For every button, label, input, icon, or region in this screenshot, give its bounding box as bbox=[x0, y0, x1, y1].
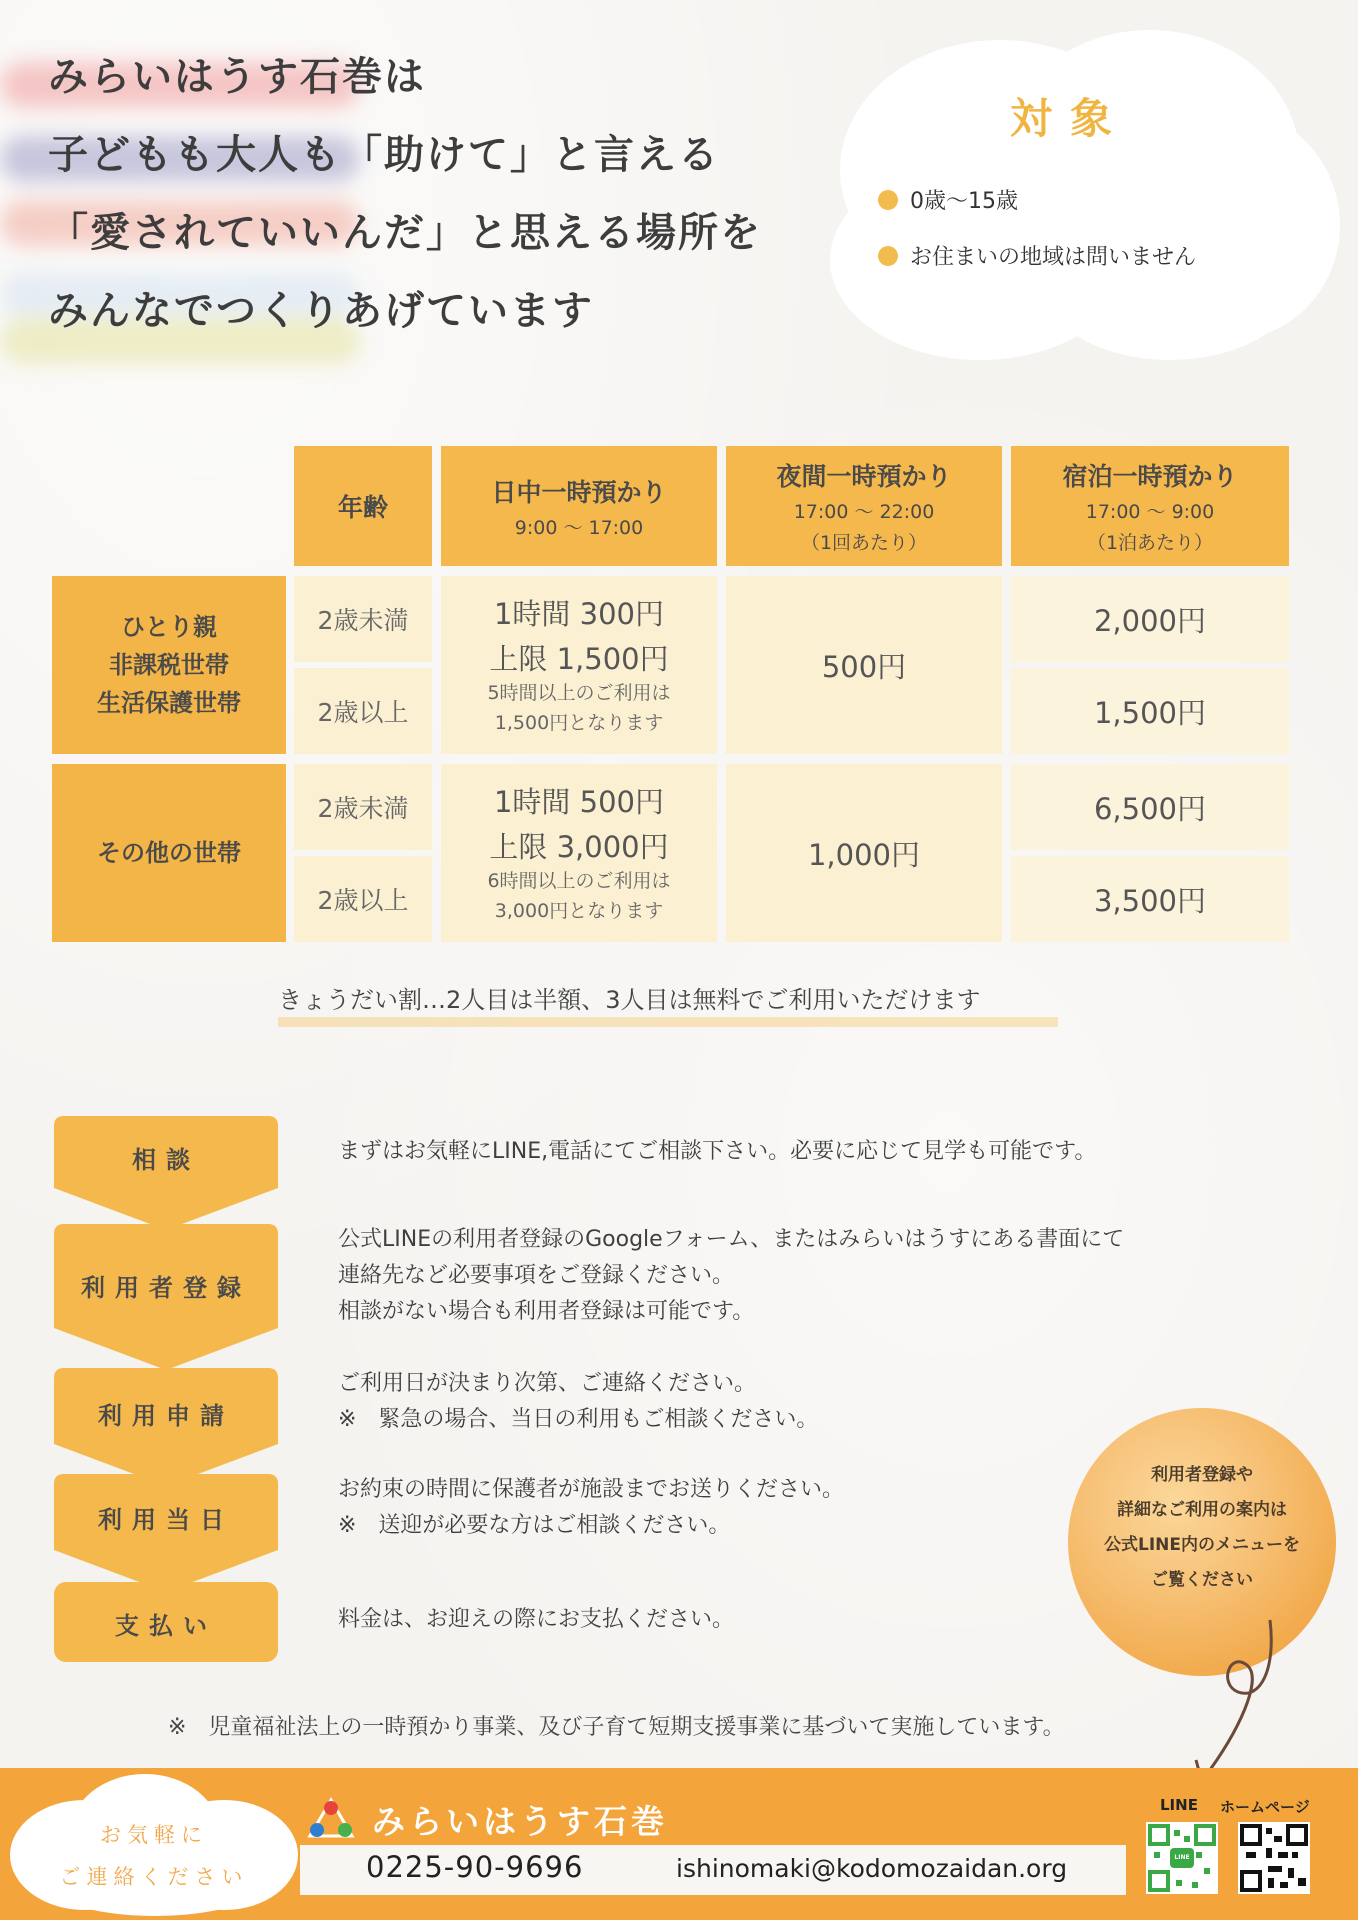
row-label-line: 非課税世帯 bbox=[109, 651, 229, 679]
step-desc-line: ご利用日が決まり次第、ご連絡ください。 bbox=[338, 1371, 757, 1396]
legal-note: ※ 児童福祉法上の一時預かり事業、及び子育て短期支援事業に基づいて実施しています。 bbox=[168, 1715, 1065, 1740]
step-label-register: 利用者登録 bbox=[81, 1274, 251, 1302]
header-stay bbox=[1011, 446, 1289, 566]
row-label-line: その他の世帯 bbox=[97, 839, 241, 867]
day-fee-rate: 1時間 300円 bbox=[493, 597, 665, 631]
contact-cloud-line: ご連絡ください bbox=[59, 1865, 249, 1889]
header-stay-label: 宿泊一時預かり bbox=[1062, 462, 1238, 491]
day-fee-note: 1,500円となります bbox=[494, 712, 664, 734]
headline-line-3: 「愛されていいんだ」と思える場所を bbox=[48, 210, 762, 256]
headline-line-2: 子どもも大人も「助けて」と言える bbox=[48, 132, 720, 178]
header-age-label: 年齢 bbox=[337, 493, 388, 522]
line-info-line: 公式LINE内のメニューを bbox=[1104, 1535, 1300, 1555]
age-under2: 2歳未満 bbox=[294, 576, 432, 662]
step-desc-line: ※ 緊急の場合、当日の利用もご相談ください。 bbox=[338, 1407, 819, 1432]
row-label-line: 生活保護世帯 bbox=[97, 689, 241, 717]
stay-fee-under2: 6,500円 bbox=[1011, 764, 1289, 850]
night-fee-group2 bbox=[726, 764, 1002, 942]
step-desc-register bbox=[338, 1222, 1124, 1330]
header-stay-time: 17:00 ～ 9:00 bbox=[1085, 501, 1215, 523]
contact-cloud-line: お気軽に bbox=[100, 1823, 208, 1847]
step-desc-payment bbox=[338, 1602, 734, 1638]
header-night bbox=[726, 446, 1002, 566]
header-night-label: 夜間一時預かり bbox=[776, 462, 952, 491]
email-address[interactable]: ishinomaki@kodomozaidan.org bbox=[676, 1854, 1068, 1883]
headline-line-4: みんなでつくりあげています bbox=[48, 288, 594, 334]
headline-line-1: みらいはうす石巻は bbox=[48, 54, 426, 100]
row-label-line: ひとり親 bbox=[121, 613, 217, 641]
header-night-unit: （1回あたり） bbox=[800, 532, 928, 554]
step-desc-line: まずはお気軽にLINE,電話にてご相談下さい。必要に応じて見学も可能です。 bbox=[338, 1139, 1097, 1164]
night-fee-value: 1,000円 bbox=[807, 837, 921, 872]
step-label-apply: 利用申請 bbox=[98, 1402, 234, 1430]
age-over2: 2歳以上 bbox=[294, 856, 432, 942]
step-label-payment: 支払い bbox=[115, 1612, 217, 1640]
stay-fee-over2: 1,500円 bbox=[1011, 668, 1289, 754]
target-item-area bbox=[878, 240, 1196, 271]
target-title: 対象 bbox=[1010, 94, 1131, 143]
step-desc-line: ※ 送迎が必要な方はご相談ください。 bbox=[338, 1513, 731, 1538]
target-item-age bbox=[878, 184, 1018, 215]
qr-home-label: ホームページ bbox=[1220, 1798, 1310, 1816]
curly-arrow-icon bbox=[1190, 1610, 1280, 1790]
night-fee-value: 500円 bbox=[821, 649, 907, 684]
day-fee-group1 bbox=[441, 576, 717, 754]
step-label-day: 利用当日 bbox=[98, 1506, 234, 1534]
step-desc-line: 相談がない場合も利用者登録は可能です。 bbox=[338, 1299, 755, 1324]
qr-line-label: LINE bbox=[1160, 1796, 1198, 1814]
step-label-consult: 相談 bbox=[132, 1146, 200, 1174]
org-logo-icon bbox=[306, 1796, 356, 1840]
header-day bbox=[441, 446, 717, 566]
sibling-discount-note: きょうだい割…2人目は半額、3人目は無料でご利用いただけます bbox=[278, 980, 1058, 1027]
row-label-other bbox=[52, 764, 286, 942]
night-fee-group1 bbox=[726, 576, 1002, 754]
bullet-dot-icon bbox=[878, 246, 898, 266]
contact-cloud-text bbox=[36, 1814, 272, 1898]
age-under2: 2歳未満 bbox=[294, 764, 432, 850]
header-stay-unit: （1泊あたり） bbox=[1086, 532, 1214, 554]
day-fee-note: 6時間以上のご利用は bbox=[487, 870, 671, 892]
target-item-label: お住まいの地域は問いません bbox=[910, 245, 1197, 270]
header-night-time: 17:00 ～ 22:00 bbox=[793, 501, 935, 523]
day-fee-cap: 上限 1,500円 bbox=[489, 642, 669, 676]
row-label-single-parent bbox=[52, 576, 286, 754]
day-fee-rate: 1時間 500円 bbox=[493, 785, 665, 819]
step-desc-day bbox=[338, 1472, 844, 1544]
step-desc-consult bbox=[338, 1134, 1096, 1170]
homepage-qr-code[interactable] bbox=[1238, 1822, 1310, 1894]
line-info-line: 詳細なご利用の案内は bbox=[1117, 1500, 1287, 1520]
day-fee-group2 bbox=[441, 764, 717, 942]
homepage-qr-icon bbox=[1238, 1822, 1310, 1894]
line-info-text bbox=[1068, 1458, 1336, 1598]
line-info-line: 利用者登録や bbox=[1151, 1465, 1253, 1485]
bullet-dot-icon bbox=[878, 190, 898, 210]
day-fee-note: 5時間以上のご利用は bbox=[487, 682, 671, 704]
day-fee-note: 3,000円となります bbox=[494, 900, 664, 922]
step-desc-line: 公式LINEの利用者登録のGoogleフォーム、またはみらいはうすにある書面にて bbox=[338, 1227, 1125, 1252]
org-name: みらいはうす石巻 bbox=[372, 1802, 668, 1841]
phone-number[interactable]: 0225-90-9696 bbox=[366, 1850, 584, 1884]
header-age bbox=[294, 446, 432, 566]
line-qr-logo-label: LINE bbox=[1174, 1854, 1190, 1861]
line-info-line: ご覧ください bbox=[1151, 1570, 1253, 1590]
step-desc-line: お約束の時間に保護者が施設までお送りください。 bbox=[338, 1477, 845, 1502]
line-qr-code[interactable] bbox=[1146, 1822, 1218, 1894]
header-day-label: 日中一時預かり bbox=[491, 477, 667, 507]
step-desc-line: 連絡先など必要事項をご登録ください。 bbox=[338, 1263, 735, 1288]
target-item-label: 0歳～15歳 bbox=[910, 189, 1018, 214]
step-desc-line: 料金は、お迎えの際にお支払ください。 bbox=[338, 1607, 735, 1632]
age-over2: 2歳以上 bbox=[294, 668, 432, 754]
headline bbox=[48, 38, 762, 350]
day-fee-cap: 上限 3,000円 bbox=[489, 830, 669, 864]
header-day-time: 9:00 ～ 17:00 bbox=[514, 516, 644, 539]
stay-fee-over2: 3,500円 bbox=[1011, 856, 1289, 942]
step-desc-apply bbox=[338, 1366, 818, 1438]
stay-fee-under2: 2,000円 bbox=[1011, 576, 1289, 662]
